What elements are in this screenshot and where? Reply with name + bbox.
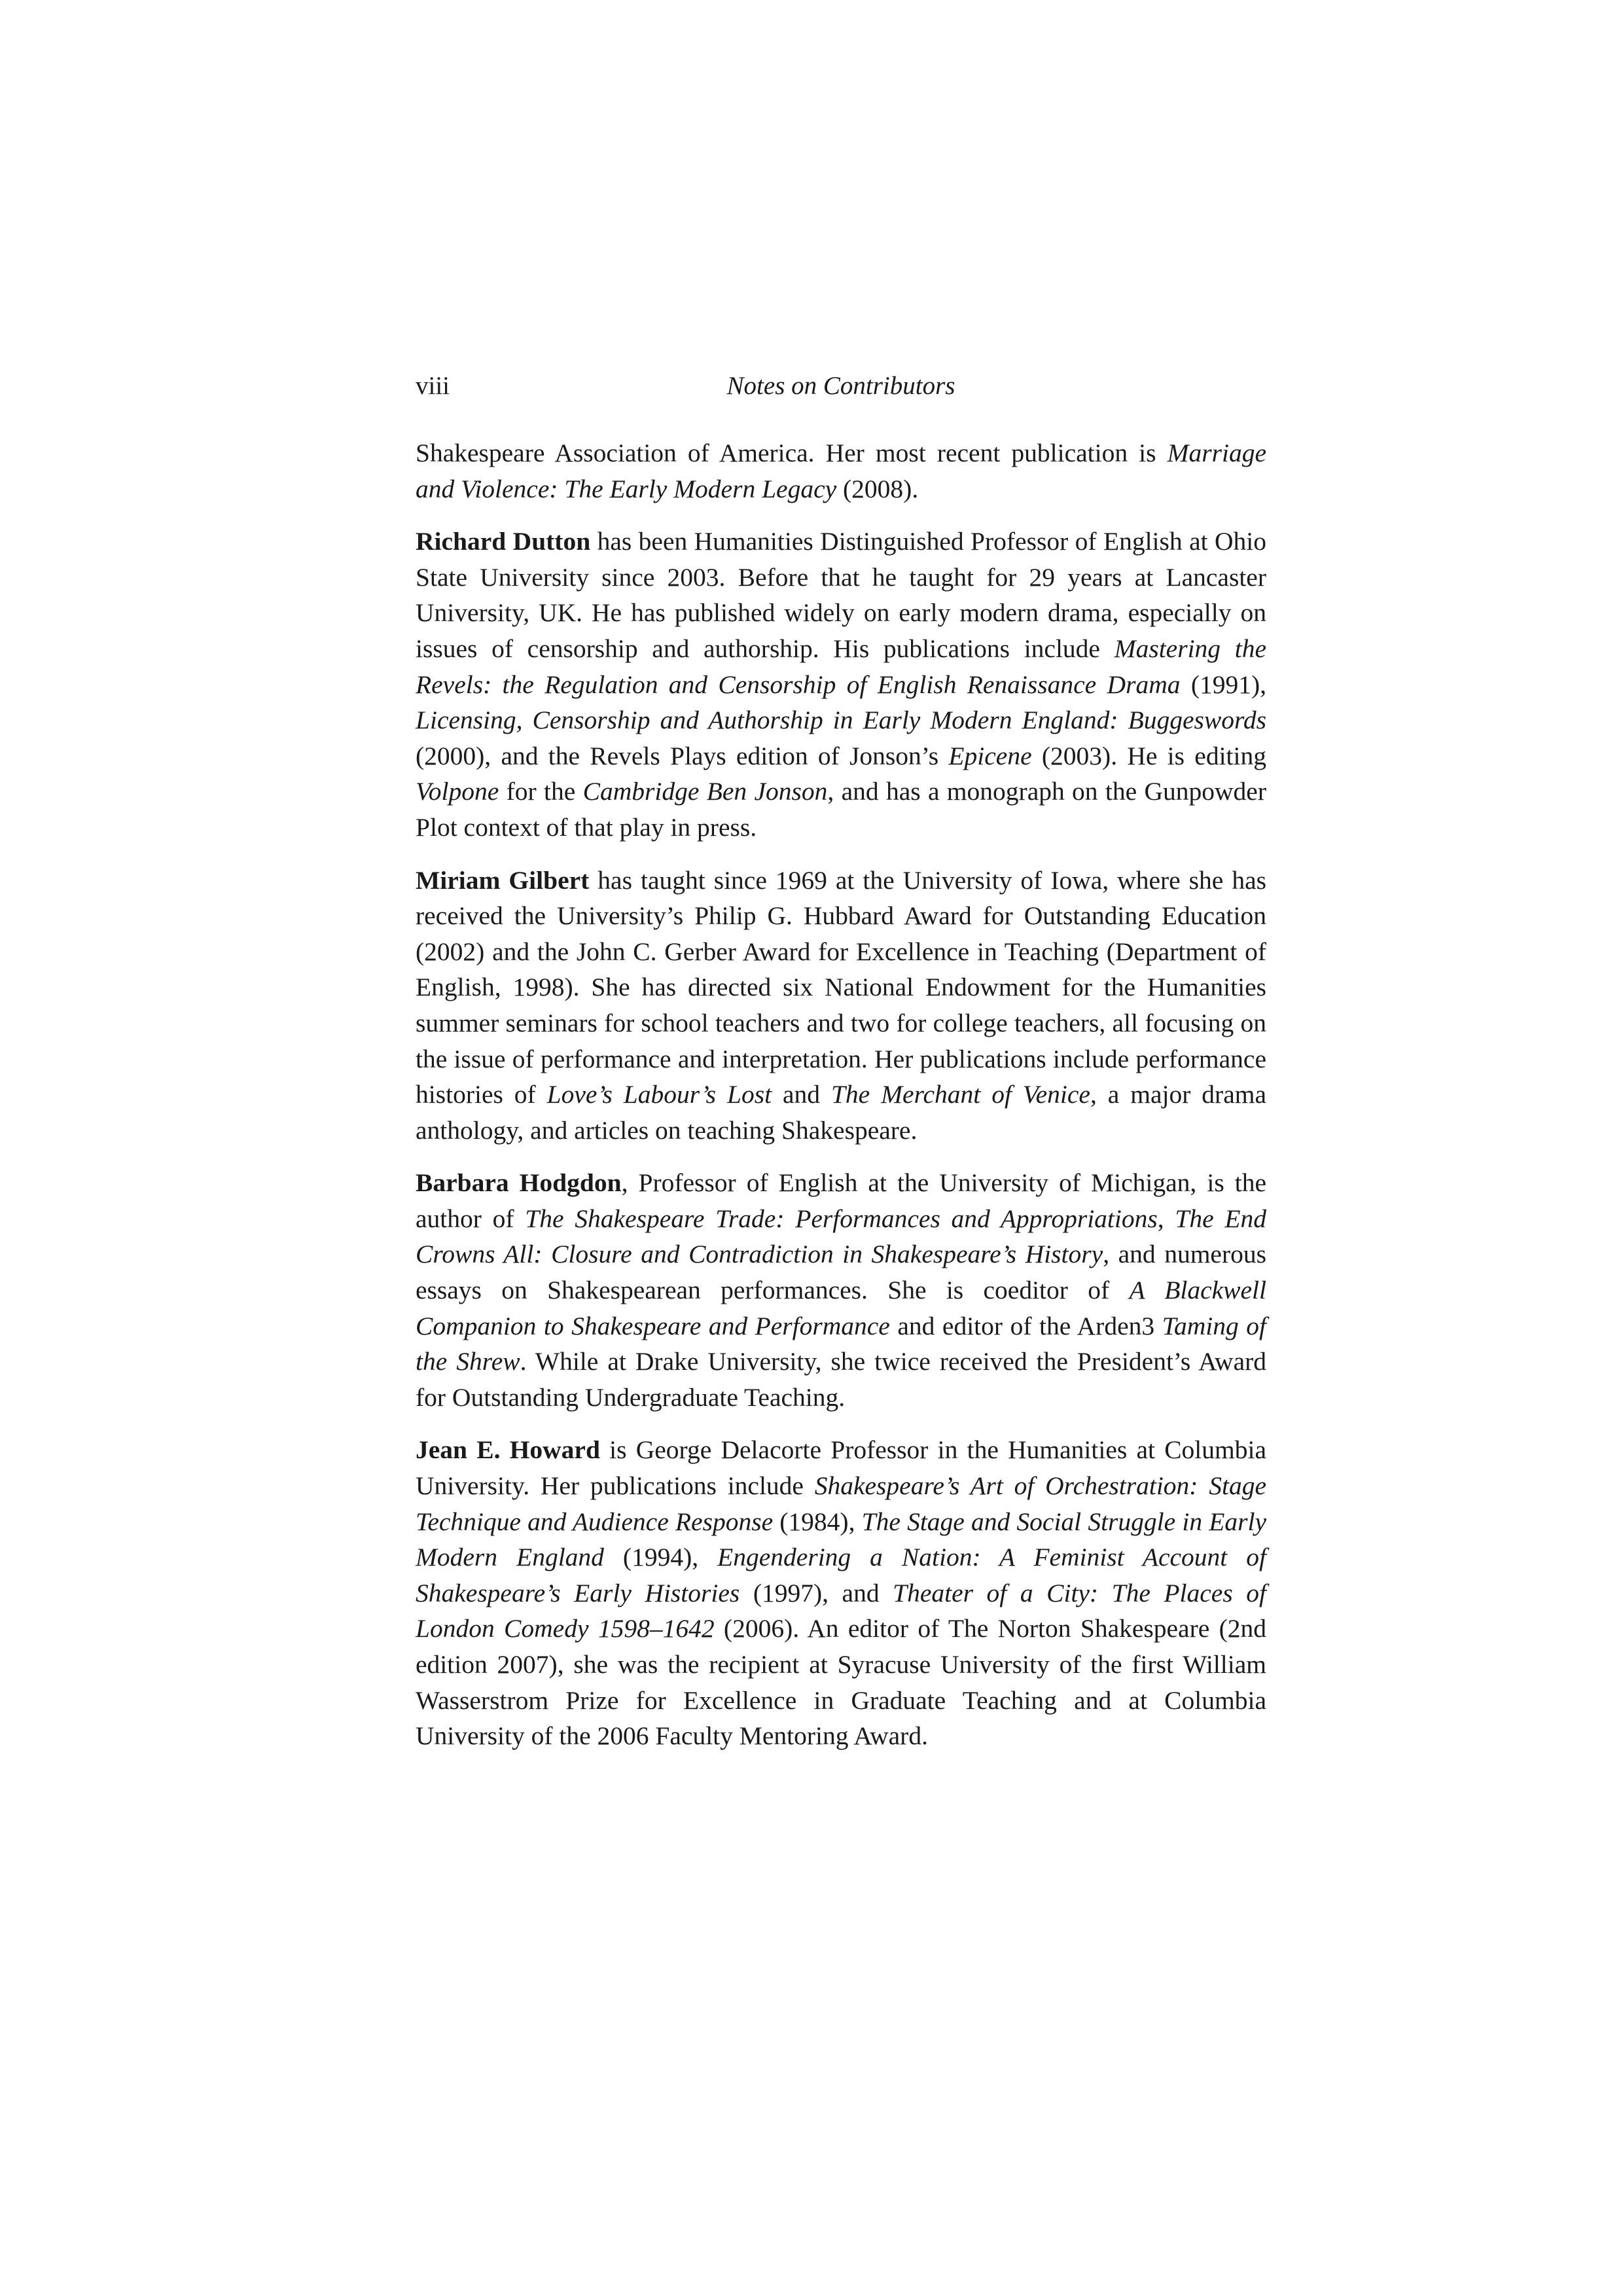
body-text: and editor of the Arden3 [889, 1311, 1162, 1340]
running-head: Notes on Contributors [726, 372, 955, 400]
contributor-notes [416, 435, 1266, 1754]
page-number: viii [416, 372, 450, 400]
body-text: (1997), and [740, 1578, 893, 1607]
work-title: Theater of a City: The Places of London Comedy 1598–1642 [416, 1578, 1266, 1643]
body-text: , [1157, 1204, 1175, 1233]
page-header [416, 367, 1266, 406]
contributor-entry [416, 863, 1266, 1149]
body-text: (2008). [836, 474, 919, 503]
contributor-entry [416, 1432, 1266, 1753]
work-title: A Blackwell Companion to Shakespeare and Performance [416, 1276, 1266, 1340]
work-title: The Stage and Social Struggle in Early Modern England [416, 1507, 1266, 1572]
body-text: has been Humanities Distinguished Professor of English at Ohio State University since 2003. Before that he taught for 29 years at Lancaster University, UK. He has published widely on early modern drama, especially on issues of censorship and authorship. His publications include [416, 527, 1266, 663]
work-title: Cambridge Ben Jonson [582, 777, 828, 806]
work-title: The End Crowns All: Closure and Contradiction in Shakespeare’s History [416, 1204, 1266, 1269]
contributor-name: Barbara Hodgdon [416, 1168, 622, 1198]
work-title: Love’s Labour’s Lost [546, 1080, 772, 1109]
body-text: has taught since 1969 at the University of Iowa, where she has received the University’s Philip G. Hubbard Award for Outstanding Education (2002) and the John C. Gerber Award for Excellence in Teaching (Department of English, 1998). She has directed six National Endowment for the Humanities summer seminars for school teachers and two for college teachers, all focusing on the issue of performance and interpretation. Her publications include performance histories of [416, 865, 1267, 1109]
work-title: Volpone [416, 777, 499, 806]
body-text: (1991), [1180, 670, 1266, 699]
continued-entry [416, 435, 1266, 507]
work-title: Taming of the Shrew [416, 1311, 1266, 1376]
body-text: . While at Drake University, she twice received the President’s Award for Outstanding Undergraduate Teaching. [416, 1347, 1266, 1412]
work-title: Licensing, Censorship and Authorship in Early Modern England: Buggeswords [416, 706, 1266, 735]
body-text: , and numerous essays on Shakespearean performances. She is coeditor of [416, 1240, 1266, 1305]
body-text: , Professor of English at the University of Michigan, is the author of [416, 1168, 1266, 1233]
work-title: Epicene [948, 741, 1032, 770]
body-text: is George Delacorte Professor in the Humanities at Columbia University. Her publications include [416, 1435, 1266, 1501]
body-text: (2003). He is editing [1031, 741, 1266, 770]
body-text: (2006). An editor of The Norton Shakespeare (2nd edition 2007), she was the recipient at Syracuse University of the first William Wasserstrom Prize for Excellence in Graduate Teaching and at Columbia University of the 2006 Faculty Mentoring Award. [416, 1614, 1266, 1751]
contributor-name: Miriam Gilbert [416, 865, 590, 895]
body-text: (1984), [773, 1507, 862, 1536]
body-text: and [772, 1080, 831, 1109]
body-text: for the [499, 777, 583, 806]
work-title: Mastering the Revels: the Regulation and Censorship of English Renaissance Drama [416, 634, 1267, 699]
body-text: , and has a monograph on the Gunpowder Plot context of that play in press. [416, 777, 1266, 842]
work-title: The Merchant of Venice [830, 1080, 1090, 1109]
body-text: Shakespeare Association of America. Her most recent publication is [416, 439, 1168, 467]
contributor-entry [416, 524, 1266, 845]
work-title: Shakespeare’s Art of Orchestration: Stage Technique and Audience Response [416, 1471, 1266, 1536]
contributor-name: Jean E. Howard [416, 1435, 600, 1465]
body-text: , a major drama anthology, and articles on teaching Shakespeare. [416, 1080, 1266, 1145]
contributor-entry [416, 1165, 1266, 1415]
work-title: Marriage and Violence: The Early Modern Legacy [416, 439, 1266, 503]
body-text: (2000), and the Revels Plays edition of Jonson’s [416, 741, 949, 770]
contributor-name: Richard Dutton [416, 527, 591, 556]
work-title: Engendering a Nation: A Feminist Account of Shakespeare’s Early Histories [416, 1543, 1266, 1607]
body-text: (1994), [603, 1543, 718, 1572]
work-title: The Shakespeare Trade: Performances and Appropriations [525, 1204, 1158, 1233]
